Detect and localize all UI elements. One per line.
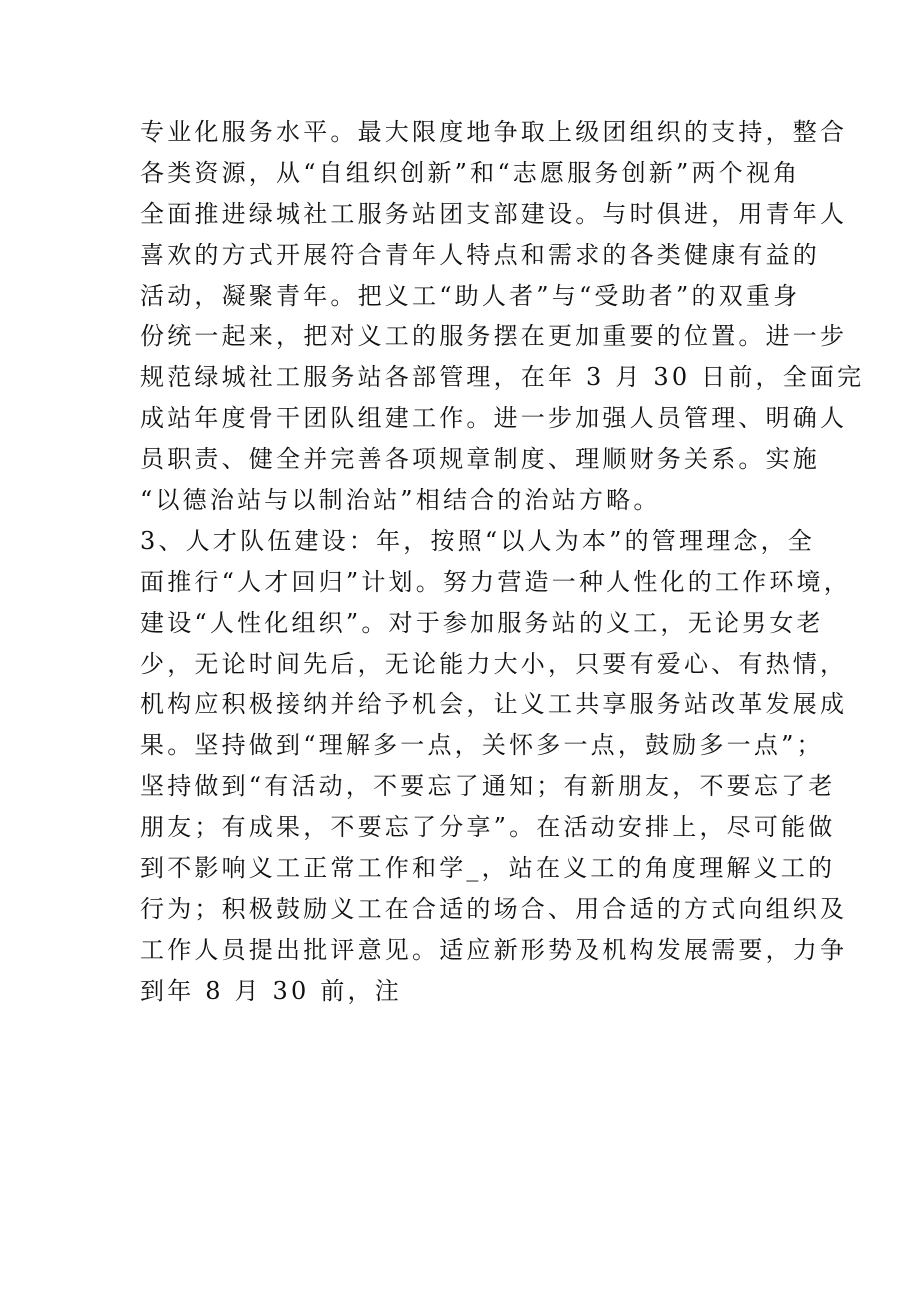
text-line: 3、人才队伍建设：年，按照“以人为本”的管理理念，全 (140, 526, 816, 555)
text-line: 规范绿城社工服务站各部管理，在年 3 月 30 日前，全面完 (140, 363, 865, 392)
text-line: 坚持做到“有活动，不要忘了通知；有新朋友，不要忘了老 (140, 772, 836, 801)
text-line: 行为；积极鼓励义工在合适的场合、用合适的方式向组织及 (140, 894, 848, 923)
text-line: 员职责、健全并完善各项规章制度、理顺财务关系。实施 (140, 445, 820, 474)
text-line: 机构应积极接纳并给予机会，让义工共享服务站改革发展成 (140, 690, 848, 719)
text-line: 份统一起来，把对义工的服务摆在更加重要的位置。进一步 (140, 322, 848, 351)
text-line: 到不影响义工正常工作和学_，站在义工的角度理解义工的 (140, 854, 836, 883)
text-line: 喜欢的方式开展符合青年人特点和需求的各类健康有益的 (140, 240, 820, 269)
text-line: 成站年度骨干团队组建工作。进一步加强人员管理、明确人 (140, 404, 848, 433)
text-line: 建设“人性化组织”。对于参加服务站的义工，无论男女老 (140, 608, 824, 637)
text-line: 朋友；有成果，不要忘了分享”。在活动安排上，尽可能做 (140, 813, 836, 842)
text-line: “以德治站与以制治站”相结合的治站方略。 (140, 486, 661, 515)
text-line: 各类资源，从“自组织创新”和“志愿服务创新”两个视角 (140, 158, 801, 187)
body-text (140, 112, 865, 1012)
text-line: 全面推进绿城社工服务站团支部建设。与时俱进，用青年人 (140, 199, 848, 228)
text-line: 果。坚持做到“理解多一点，关怀多一点，鼓励多一点”； (140, 731, 824, 760)
text-line: 专业化服务水平。最大限度地争取上级团组织的支持，整合 (140, 118, 848, 146)
text-line: 面推行“人才回归”计划。努力营造一种人性化的工作环境， (140, 567, 851, 596)
text-line: 活动，凝聚青年。把义工“助人者”与“受助者”的双重身 (140, 281, 801, 310)
text-line: 到年 8 月 30 前，注 (140, 976, 402, 1005)
text-line: 少，无论时间先后，无论能力大小，只要有爱心、有热情， (140, 649, 848, 678)
text-line: 工作人员提出批评意见。适应新形势及机构发展需要，力争 (140, 935, 848, 964)
